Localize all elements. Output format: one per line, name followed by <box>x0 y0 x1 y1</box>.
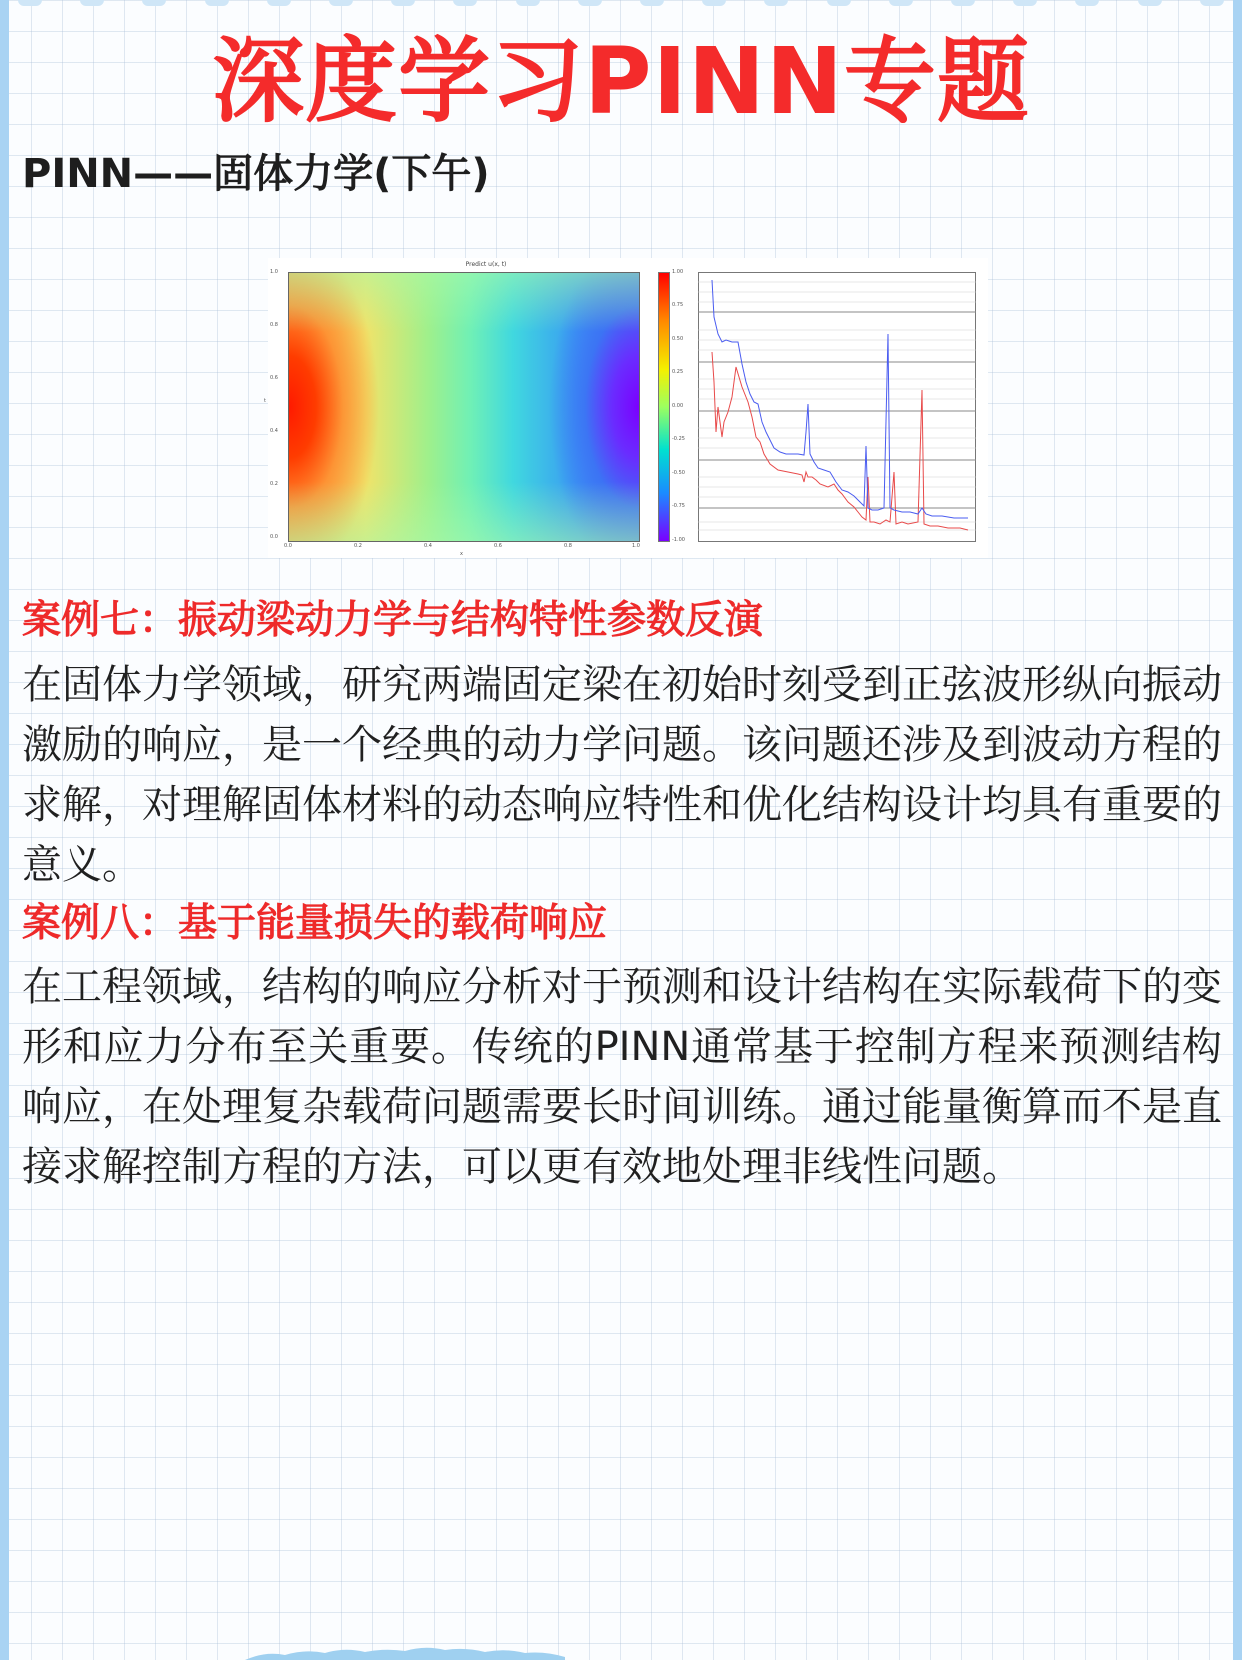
heatmap-title: Predict u(x, t) <box>465 261 507 268</box>
x-tick: 0.0 <box>284 543 292 549</box>
colorbar-tick: 0.50 <box>672 336 684 342</box>
colorbar-tick: 0.00 <box>672 403 684 409</box>
y-tick: 0.2 <box>270 481 278 487</box>
colorbar-tick: -1.00 <box>672 537 685 543</box>
case-7-body: 在固体力学领域，研究两端固定梁在初始时刻受到正弦波形纵向振动激励的响应，是一个经典的动力学问题。该问题还涉及到波动方程的求解，对理解固体材料的动态响应特性和优化结构设计均具有重要的意义。 <box>22 662 1222 888</box>
x-tick: 0.2 <box>354 543 362 549</box>
colorbar <box>658 272 670 542</box>
case-8-heading: 案例八：基于能量损失的载荷响应 <box>22 901 608 946</box>
y-axis-label: t <box>264 398 266 404</box>
colorbar-tick: -0.50 <box>672 470 685 476</box>
y-tick: 0.8 <box>270 322 278 328</box>
loss-plot-svg <box>698 272 976 542</box>
x-tick: 0.4 <box>424 543 432 549</box>
case-7-heading: 案例七：振动梁动力学与结构特性参数反演 <box>22 598 764 643</box>
top-dot-border <box>18 0 1224 6</box>
heatmap-panel <box>264 258 648 558</box>
colorbar-tick: 0.25 <box>672 369 684 375</box>
case-8-body: 在工程领域，结构的响应分析对于预测和设计结构在实际载荷下的变形和应力分布至关重要。传统的PINN通常基于控制方程来预测结构响应，在处理复杂载荷问题需要长时间训练。通过能量衡算而不是直接求解控制方程的方法，可以更有效地处理非线性问题。 <box>22 964 1222 1190</box>
right-decorative-strip <box>1233 0 1242 1660</box>
left-decorative-strip <box>0 0 9 1660</box>
colorbar-tick: -0.75 <box>672 503 685 509</box>
x-tick: 1.0 <box>632 543 640 549</box>
heatmap-field <box>288 272 640 542</box>
page-subtitle: PINN——固体力学(下午) <box>22 151 490 197</box>
page-title: 深度学习PINN专题 <box>212 28 1030 135</box>
colorbar-tick: -0.25 <box>672 436 685 442</box>
loss-plot <box>698 272 976 542</box>
plot-frame <box>699 273 976 542</box>
colorbar-tick: 1.00 <box>672 269 684 275</box>
x-tick: 0.8 <box>564 543 572 549</box>
y-tick: 0.0 <box>270 534 278 540</box>
result-figure <box>264 258 988 558</box>
bottom-wave-decoration <box>245 1645 565 1660</box>
colorbar-tick: 0.75 <box>672 302 684 308</box>
y-tick: 0.4 <box>270 428 278 434</box>
x-tick: 0.6 <box>494 543 502 549</box>
y-tick: 1.0 <box>270 269 278 275</box>
x-axis-label: x <box>460 551 463 557</box>
y-tick: 0.6 <box>270 375 278 381</box>
